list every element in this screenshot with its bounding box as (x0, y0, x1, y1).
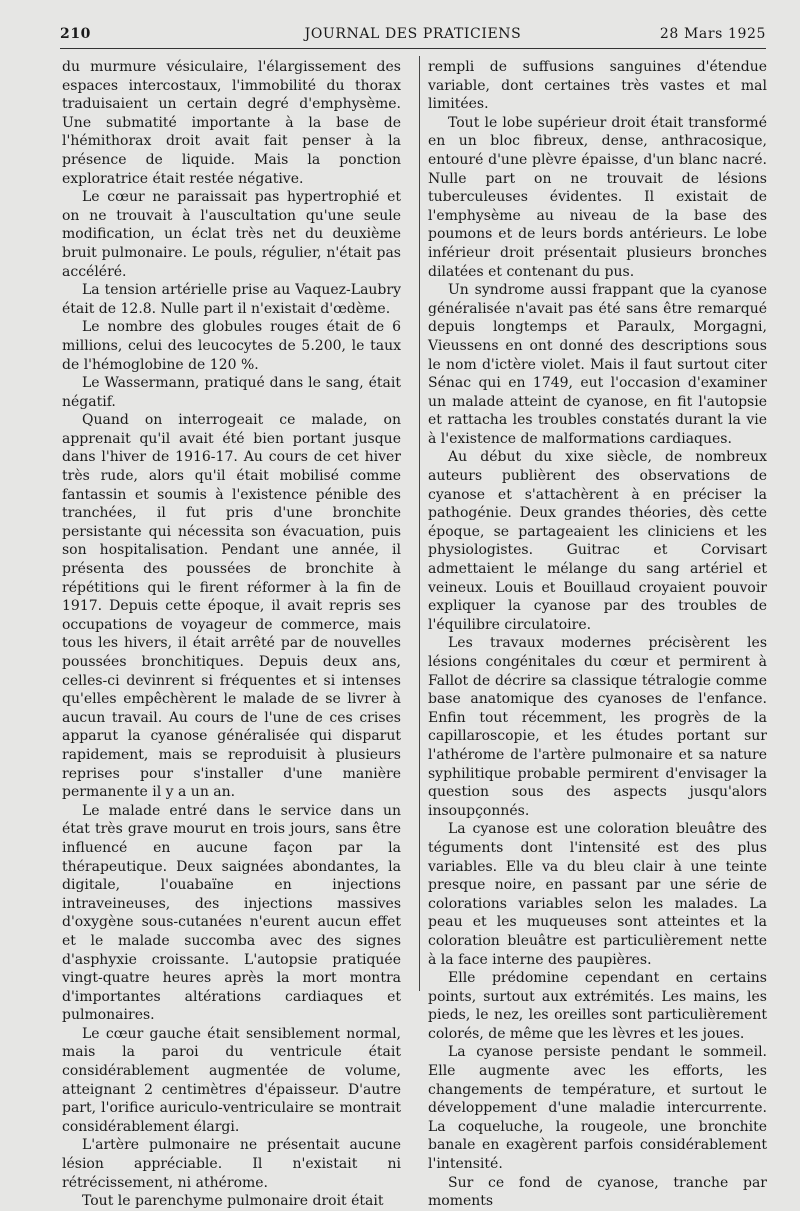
header-rule (60, 48, 766, 49)
paragraph: La cyanose persiste pendant le sommeil. Elle augmente avec les efforts, les changements de température, et surtout le développement d'une maladie intercurrente. La coqueluche, la rougeole, une bronchite banale en exagèrent parfois considérablement l'intensité. (428, 1044, 767, 1173)
paragraph: Le nombre des globules rouges était de 6 millions, celui des leucocytes de 5.200, le taux de l'hémoglobine de 120 %. (62, 319, 401, 373)
paragraph: Tout le parenchyme pulmonaire droit était (82, 1193, 384, 1210)
paragraph: Le malade entré dans le service dans un état très grave mourut en trois jours, sans être influencé en aucune façon par la thérapeutique. Deux saignées abondantes, la digitale, l'ouabaïne en injections intraveineuses, des injections massives d'oxygène sous-cutanées n'eurent aucun effet et le malade succomba avec des signes d'asphyxie croissante. L'autopsie pratiquée vingt-quatre heures après la mort montra d'importantes altérations cardiaques et pulmonaires. (62, 802, 401, 1024)
paragraph: Elle prédomine cependant en certains points, surtout aux extrémités. Les mains, les pieds, le nez, les oreilles sont particulièrement colorés, de même que les lèvres et les joues. (428, 970, 767, 1042)
right-column (428, 58, 767, 1211)
paragraph: La cyanose est une coloration bleuâtre des téguments dont l'intensité est des plus variables. Elle va du bleu clair à une teinte presque noire, en passant par une série de colorations variables selon les malades. La peau et les muqueuses sont atteintes et la coloration bleuâtre est particulièrement nette à la face interne des paupières. (428, 821, 767, 968)
paragraph: L'artère pulmonaire ne présentait aucune lésion appréciable. Il n'existait ni rétrécissement, ni athérome. (62, 1137, 401, 1191)
column-divider (419, 56, 420, 991)
paragraph: du murmure vésiculaire, l'élargissement des espaces intercostaux, l'immobilité du thorax traduisaient un certain degré d'emphysème. Une submatité importante à la base de l'hémithorax droit avait fait penser à la présence de liquide. Mais la ponction exploratrice était restée négative. (62, 59, 401, 187)
paragraph: Un syndrome aussi frappant que la cyanose généralisée n'avait pas été sans être remarqué depuis longtemps et Paraulx, Morgagni, Vieussens en ont donné des descriptions sous le nom d'ictère violet. Mais il faut surtout citer Sénac qui en 1749, eut l'occasion d'examiner un malade atteint de cyanose, en fit l'autopsie et rattacha les troubles constatés durant la vie à l'existence de malformations cardiaques. (428, 282, 767, 447)
paragraph: Au début du xixe siècle, de nombreux auteurs publièrent des observations de cyanose et s'attachèrent à en préciser la pathogénie. Deux grandes théories, dès cette époque, se partageaient les cliniciens et les physiologistes. Guitrac et Corvisart admettaient le mélange du sang artériel et veineux. Louis et Bouillaud croyaient pouvoir expliquer la cyanose par des troubles de l'équilibre circulatoire. (428, 449, 767, 633)
paragraph: Le Wassermann, pratiqué dans le sang, était négatif. (62, 375, 401, 410)
issue-date: 28 Mars 1925 (659, 26, 766, 42)
paragraph: Quand on interrogeait ce malade, on apprenait qu'il avait été bien portant jusque dans l'hiver de 1916-17. Au cours de cet hiver très rude, alors qu'il était mobilisé comme fantassin et soumis à l'existence pénible des tranchées, il fut pris d'une bronchite persistante qui nécessita son évacuation, puis son hospitalisation. Pendant une année, il présenta des poussées de bronchite à répétitions qui le firent réformer à la fin de 1917. Depuis cette époque, il avait repris ses occupations de voyageur de commerce, mais tous les hivers, il était arrêté par de nouvelles poussées bronchitiques. Depuis deux ans, celles-ci devinrent si fréquentes et si intenses qu'elles empêchèrent le malade de se livrer à aucun travail. Au cours de l'une de ces crises apparut la cyanose généralisée qui disparut rapidement, mais se reproduisit à plusieurs reprises pour s'installer d'une manière permanente il y a un an. (62, 412, 401, 801)
paragraph: La tension artérielle prise au Vaquez-Laubry était de 12.8. Nulle part il n'existait d'œdème. (62, 282, 401, 317)
journal-title: JOURNAL DES PRATICIENS (304, 26, 522, 42)
paragraph: Tout le lobe supérieur droit était transformé en un bloc fibreux, dense, anthracosique, entouré d'une plèvre épaisse, d'un blanc nacré. Nulle part on ne trouvait de lésions tuberculeuses évidentes. Il existait de l'emphysème au niveau de la base des poumons et de leurs bords antérieurs. Le lobe inférieur droit présentait plusieurs bronches dilatées et contenant du pus. (428, 114, 767, 280)
paragraph: rempli de suffusions sanguines d'étendue variable, dont certaines très vastes et mal limitées. (428, 59, 767, 113)
paragraph: Les travaux modernes précisèrent les lésions congénitales du cœur et permirent à Fallot de décrire sa classique tétralogie comme base anatomique des cyanoses de l'enfance. Enfin tout récemment, les progrès de la capillaroscopie, et les études portant sur l'athérome de l'artère pulmonaire et sa nature syphilitique probable permirent d'envisager la question sous des aspects jusqu'alors insoupçonnés. (428, 635, 767, 819)
paragraph: Le cœur gauche était sensiblement normal, mais la paroi du ventricule était considérablement augmentée de volume, atteignant 2 centimètres d'épaisseur. D'autre part, l'orifice auriculo-ventriculaire se montrait considérablement élargi. (62, 1025, 401, 1135)
left-column (62, 58, 401, 1211)
paragraph: Sur ce fond de cyanose, tranche par moments (428, 1174, 767, 1210)
paragraph: Le cœur ne paraissait pas hypertrophié et on ne trouvait à l'auscultation qu'une seule modification, un éclat très net du deuxième bruit pulmonaire. Le pouls, régulier, n'était pas accéléré. (62, 189, 401, 280)
page-number: 210 (60, 26, 92, 42)
page-header (60, 26, 766, 46)
